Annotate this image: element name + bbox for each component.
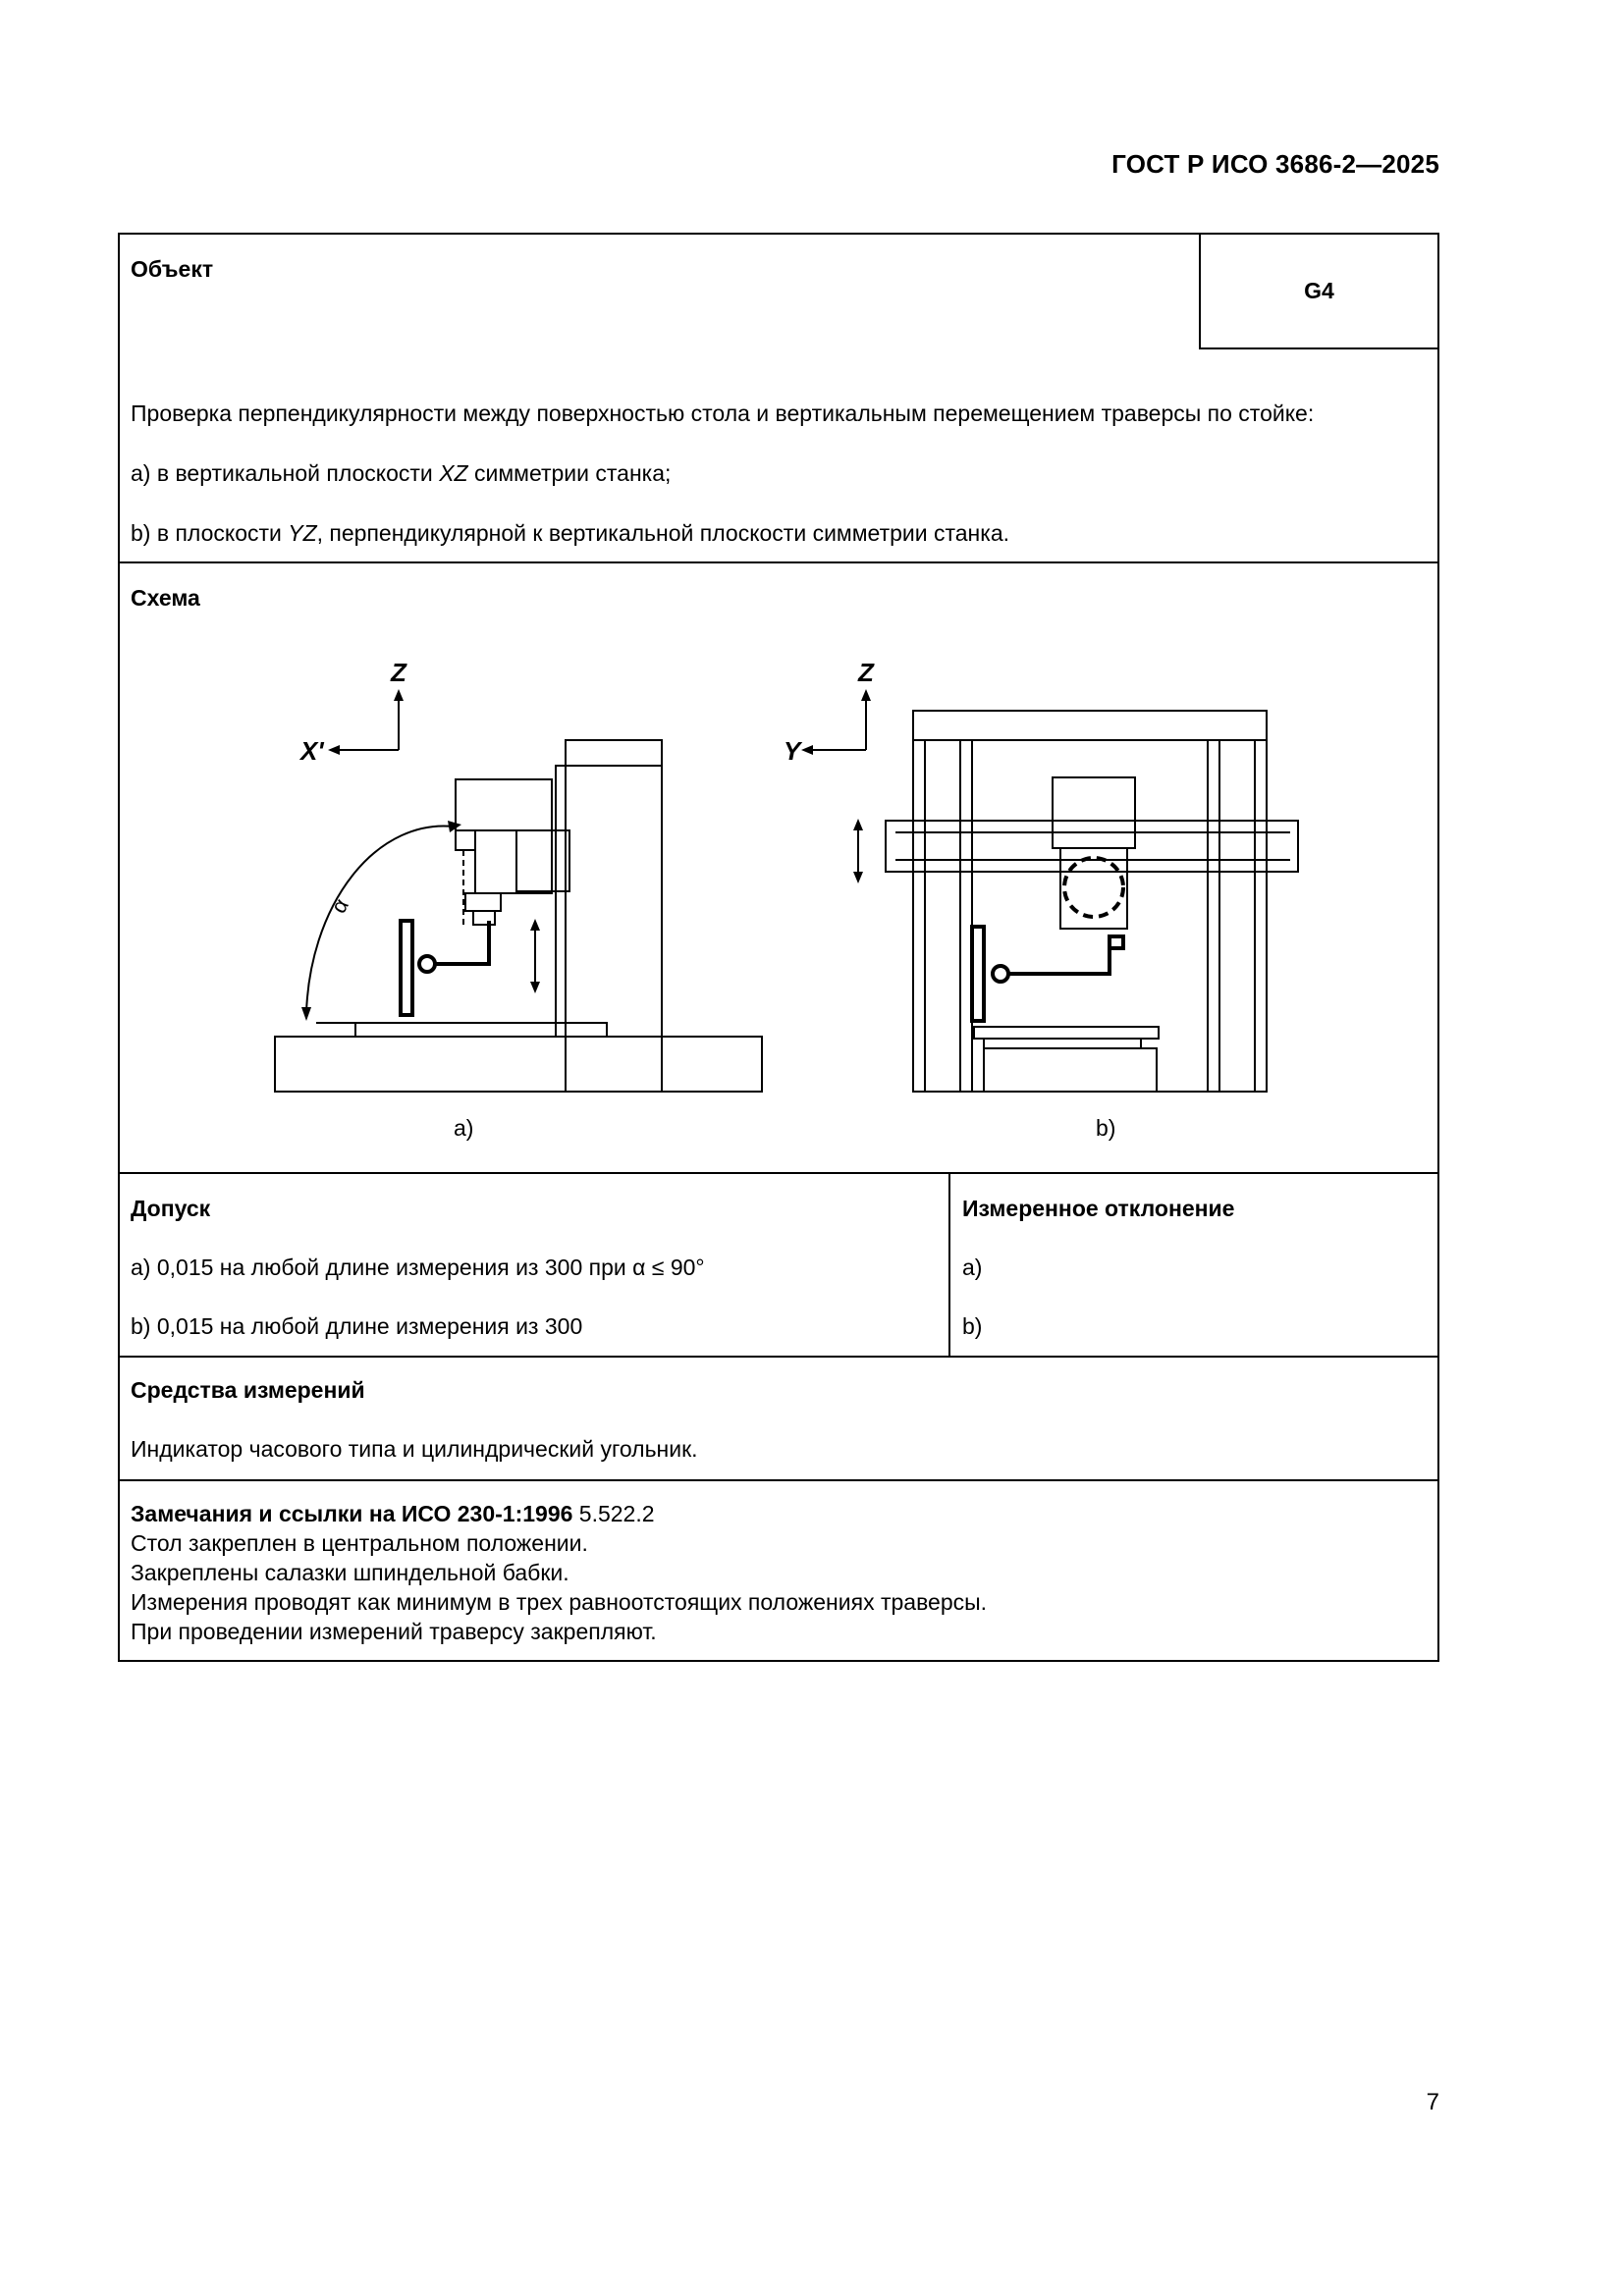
object-item-a: [131, 460, 671, 487]
notes-ref: 5.522.2: [572, 1501, 655, 1526]
fig-b-caption: b): [1096, 1115, 1116, 1141]
scheme-label: Схема: [131, 585, 200, 611]
tolerance-b: b) 0,015 на любой длине измерения из 300: [131, 1313, 583, 1339]
fig-a-table: [355, 1023, 607, 1037]
fig-a-move-arrow-up: [530, 919, 540, 931]
fig-a-move-arrow-down: [530, 982, 540, 993]
item-a-plane: XZ: [439, 460, 468, 486]
fig-b-right-column-inner: [1219, 740, 1255, 1092]
fig-a-z-label: Z: [391, 658, 406, 687]
notes-line: При проведении измерений траверсу закрепляют.: [131, 1619, 657, 1644]
fig-a-head-top: [456, 779, 552, 830]
fig-b-saddle: [984, 1048, 1157, 1092]
fig-a-carriage: [516, 830, 569, 891]
object-description: Проверка перпендикулярности между поверхностью стола и вертикальным перемещением траверсы по стойке:: [131, 400, 1315, 426]
fig-b-left-column-inner: [925, 740, 960, 1092]
fig-b-table: [974, 1027, 1159, 1039]
test-code-box: G4: [1199, 233, 1439, 349]
fig-a-column-top: [566, 740, 662, 766]
fig-a-spindle: [465, 893, 501, 911]
tolerance-section: [120, 1174, 1437, 1358]
fig-b-head: [1053, 777, 1135, 848]
notes-line: Стол закреплен в центральном положении.: [131, 1530, 588, 1556]
measured-b: b): [962, 1313, 983, 1339]
fig-b-square: [972, 927, 984, 1021]
notes-section: [120, 1481, 1437, 1660]
fig-a-dial-indicator: [419, 956, 435, 972]
test-sheet: [118, 233, 1439, 1662]
fig-b-indicator-holder: [1110, 936, 1123, 948]
item-b-prefix: b) в плоскости: [131, 520, 289, 546]
item-a-prefix: a) в вертикальной плоскости: [131, 460, 440, 486]
measured-a: a): [962, 1255, 983, 1280]
page-number: 7: [1426, 2089, 1439, 2115]
object-label: Объект: [131, 256, 214, 282]
document-code: ГОСТ Р ИСО 3686-2—2025: [1111, 149, 1439, 179]
fig-a-base: [275, 1037, 762, 1092]
fig-b-y-arrowhead: [801, 745, 813, 755]
measured-label: Измеренное отклонение: [962, 1196, 1235, 1221]
fig-a-x-label: X': [300, 736, 324, 766]
fig-a-angle-arrow-bottom: [301, 1007, 311, 1021]
notes-label: Замечания и ссылки на ИСО 230-1:1996: [131, 1501, 573, 1526]
fig-b-top-beam: [913, 711, 1267, 740]
notes-heading: [131, 1499, 987, 1528]
tools-text: Индикатор часового типа и цилиндрический угольник.: [131, 1436, 698, 1462]
fig-b-move-arrow-down: [853, 872, 863, 883]
item-a-suffix: симметрии станка;: [467, 460, 672, 486]
fig-b-crossbeam: [886, 821, 1298, 872]
fig-b-y-label: Y: [784, 736, 801, 766]
tolerance-label: Допуск: [131, 1196, 211, 1221]
fig-a-angle-label: α: [325, 893, 353, 918]
fig-b-z-arrowhead: [861, 689, 871, 701]
fig-b-z-label: Z: [858, 658, 874, 687]
scheme-section: [120, 563, 1437, 1174]
figure-a: [275, 689, 762, 1092]
fig-a-caption: a): [454, 1115, 474, 1141]
fig-a-spindle-nose: [473, 911, 495, 925]
tolerance-divider: [948, 1174, 950, 1356]
fig-a-column: [566, 740, 662, 1092]
tools-section: [120, 1358, 1437, 1481]
fig-b-frame: [913, 711, 1267, 1092]
tolerance-a: a) 0,015 на любой длине измерения из 300 при α ≤ 90°: [131, 1255, 705, 1280]
notes-line: Закреплены салазки шпиндельной бабки.: [131, 1560, 569, 1585]
fig-b-left-column: [913, 740, 972, 1092]
fig-b-dial-indicator: [993, 966, 1008, 982]
figure-b: [801, 689, 1298, 1092]
item-b-suffix: , перпендикулярной к вертикальной плоскости симметрии станка.: [316, 520, 1010, 546]
fig-b-right-column: [1208, 740, 1267, 1092]
fig-a-head-ear: [456, 830, 475, 850]
fig-b-table-slot: [984, 1039, 1141, 1048]
item-b-plane: YZ: [288, 520, 317, 546]
fig-a-square: [401, 921, 412, 1015]
fig-b-indicator-arm: [1008, 948, 1110, 974]
scheme-drawing: [120, 563, 1437, 1172]
fig-a-z-arrowhead: [394, 689, 404, 701]
fig-a-head-body: [475, 830, 552, 893]
fig-a-indicator-arm: [435, 921, 489, 964]
notes-line: Измерения проводят как минимум в трех равноотстоящих положениях траверсы.: [131, 1589, 988, 1615]
object-section: [120, 235, 1437, 563]
notes-block: [131, 1499, 987, 1646]
fig-b-move-arrow-up: [853, 819, 863, 830]
tools-label: Средства измерений: [131, 1377, 365, 1403]
fig-a-column-guide: [556, 766, 566, 1037]
fig-b-spindle-circle: [1064, 858, 1123, 917]
object-item-b: [131, 520, 1009, 547]
fig-a-angle-arc: [306, 826, 454, 1013]
fig-a-x-arrowhead: [328, 745, 340, 755]
